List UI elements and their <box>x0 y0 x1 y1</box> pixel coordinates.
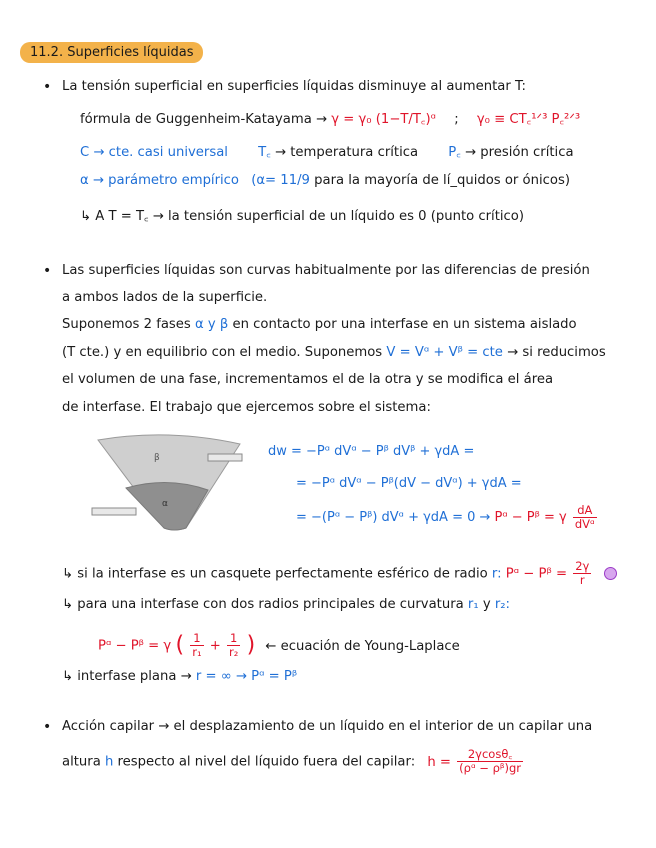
work-eq3-left: = −(Pᵅ − Pᵝ) dVᵅ + γdA = 0 → <box>296 510 491 525</box>
frac-den: r₂ <box>229 645 239 659</box>
yl-lhs: Pᵅ − Pᵝ = γ <box>98 638 172 654</box>
b1-l3d: P꜀ <box>448 145 461 160</box>
spherical-interface-line <box>62 560 617 587</box>
b2-line6: de interfase. El trabajo que ejercemos sobre el sistema: <box>62 400 431 415</box>
s3a: ↳ interfase plana → <box>62 669 192 684</box>
plus-sign: + <box>209 638 221 654</box>
b1-l2c: ; <box>454 112 459 127</box>
frac-num: 1 <box>190 632 203 646</box>
b1-l3e: → presión crítica <box>465 145 574 160</box>
work-eq3 <box>296 504 599 531</box>
yl-frac2 <box>227 632 240 659</box>
s1c: Pᵅ − Pᵝ = <box>505 566 567 582</box>
b1-line2 <box>80 111 580 129</box>
work-eq3-result: Pᵅ − Pᵝ = γ <box>494 510 567 525</box>
b1-l3c: → temperatura crítica <box>275 145 419 160</box>
two-phase-diagram <box>90 432 258 540</box>
b1-line4 <box>80 172 570 190</box>
b2-l3a: Suponemos 2 fases <box>62 317 191 332</box>
s2d: r₂: <box>494 597 510 612</box>
bullet-dot: • <box>43 79 52 95</box>
work-eq1: dw = −Pᵅ dVᵅ − Pᵝ dVᵝ + γdA = <box>268 444 475 459</box>
b1-l4b: (α= 11/9 <box>251 173 310 188</box>
frac-den: r₁ <box>192 645 202 659</box>
frac-num: dA <box>573 504 597 518</box>
dA-dV-fraction <box>573 504 597 531</box>
capillary-height-fraction <box>457 748 523 775</box>
s1a: ↳ si la interfase es un casquete perfectamente esférico de radio <box>62 566 488 582</box>
s2c: y <box>482 597 491 612</box>
b1-l3b: T꜀ <box>258 145 271 160</box>
b2-line1: Las superficies líquidas son curvas habitualmente por las diferencias de presión <box>62 263 590 278</box>
work-eq2: = −Pᵅ dVᵅ − Pᵝ(dV − dVᵅ) + γdA = <box>296 476 522 491</box>
bullet-dot: • <box>43 263 52 279</box>
yl-frac1 <box>190 632 203 659</box>
frac-den: r <box>579 573 585 587</box>
s3b: r = ∞ → Pᵅ = Pᵝ <box>195 669 298 684</box>
s1b: r: <box>491 566 502 582</box>
young-laplace-line <box>98 632 460 659</box>
alpha-label: α <box>162 499 168 509</box>
s2a: ↳ para una interfase con dos radios principales de curvatura <box>62 597 464 612</box>
b1-line5: ↳ A T = T꜀ → la tensión superficial de un líquido es 0 (punto crítico) <box>80 209 525 224</box>
b2-line3 <box>62 316 577 334</box>
b1-l4a: α → parámetro empírico <box>80 173 240 188</box>
frac-num: 2γ <box>575 559 590 573</box>
section-title-text: 11.2. Superficies líquidas <box>20 42 203 63</box>
b3-l2a: altura <box>62 754 101 770</box>
guggenheim-formula: γ = γ₀ (1−T/T꜀)ᵅ <box>331 112 436 127</box>
2gamma-r-fraction <box>573 560 591 587</box>
star-circle-icon <box>604 567 617 580</box>
b3-line2 <box>62 748 525 775</box>
s2b: r₁ <box>467 597 479 612</box>
frac-den: dVᵅ <box>574 517 595 531</box>
b1-l4c: para la mayoría de lí_quidos or ónicos) <box>314 173 570 188</box>
b2-l3c: en contacto por una interfase en un sistema aislado <box>232 317 577 332</box>
b2-l4c: → si reducimos <box>507 345 606 360</box>
yl-label: ← ecuación de Young-Laplace <box>265 638 460 654</box>
b2-l3b: α y β <box>194 317 229 332</box>
frac-num: 2γcosθ꜀ <box>457 748 523 762</box>
b2-line4 <box>62 344 606 362</box>
b1-l2a: fórmula de Guggenheim-Katayama → <box>80 112 328 127</box>
b1-line1: La tensión superficial en superficies líquidas disminuye al aumentar T: <box>62 79 526 94</box>
paren-open: ( <box>175 632 185 658</box>
beta-label: β <box>154 453 160 463</box>
b2-l4b: V = Vᵅ + Vᵝ = cte <box>386 345 503 360</box>
bullet-dot: • <box>43 719 52 735</box>
frac-den: (ρᵅ − ρᵝ)gr <box>459 761 522 775</box>
b3-line1: Acción capilar → el desplazamiento de un líquido en el interior de un capilar una <box>62 719 593 734</box>
frac-num: 1 <box>227 632 240 646</box>
section-title <box>20 42 203 63</box>
b3-l2c: respecto al nivel del líquido fuera del capilar: <box>117 754 416 770</box>
paren-close: ) <box>246 632 256 658</box>
b3-l2b: h <box>104 754 114 770</box>
flat-interface-line <box>62 668 297 686</box>
b2-line2: a ambos lados de la superficie. <box>62 290 268 305</box>
piston-bottom <box>92 508 136 515</box>
b1-l3a: C → cte. casi universal <box>80 145 228 160</box>
b2-line5: el volumen de una fase, incrementamos el de la otra y se modifica el área <box>62 372 554 387</box>
b1-line3 <box>80 144 574 162</box>
b2-l4a: (T cte.) y en equilibrio con el medio. Suponemos <box>62 345 383 360</box>
two-radii-line <box>62 596 510 614</box>
h-lhs: h = <box>427 754 451 770</box>
gamma0-formula: γ₀ ≡ CT꜀¹ᐟ³ P꜀²ᐟ³ <box>476 112 581 127</box>
piston-top <box>208 454 242 461</box>
